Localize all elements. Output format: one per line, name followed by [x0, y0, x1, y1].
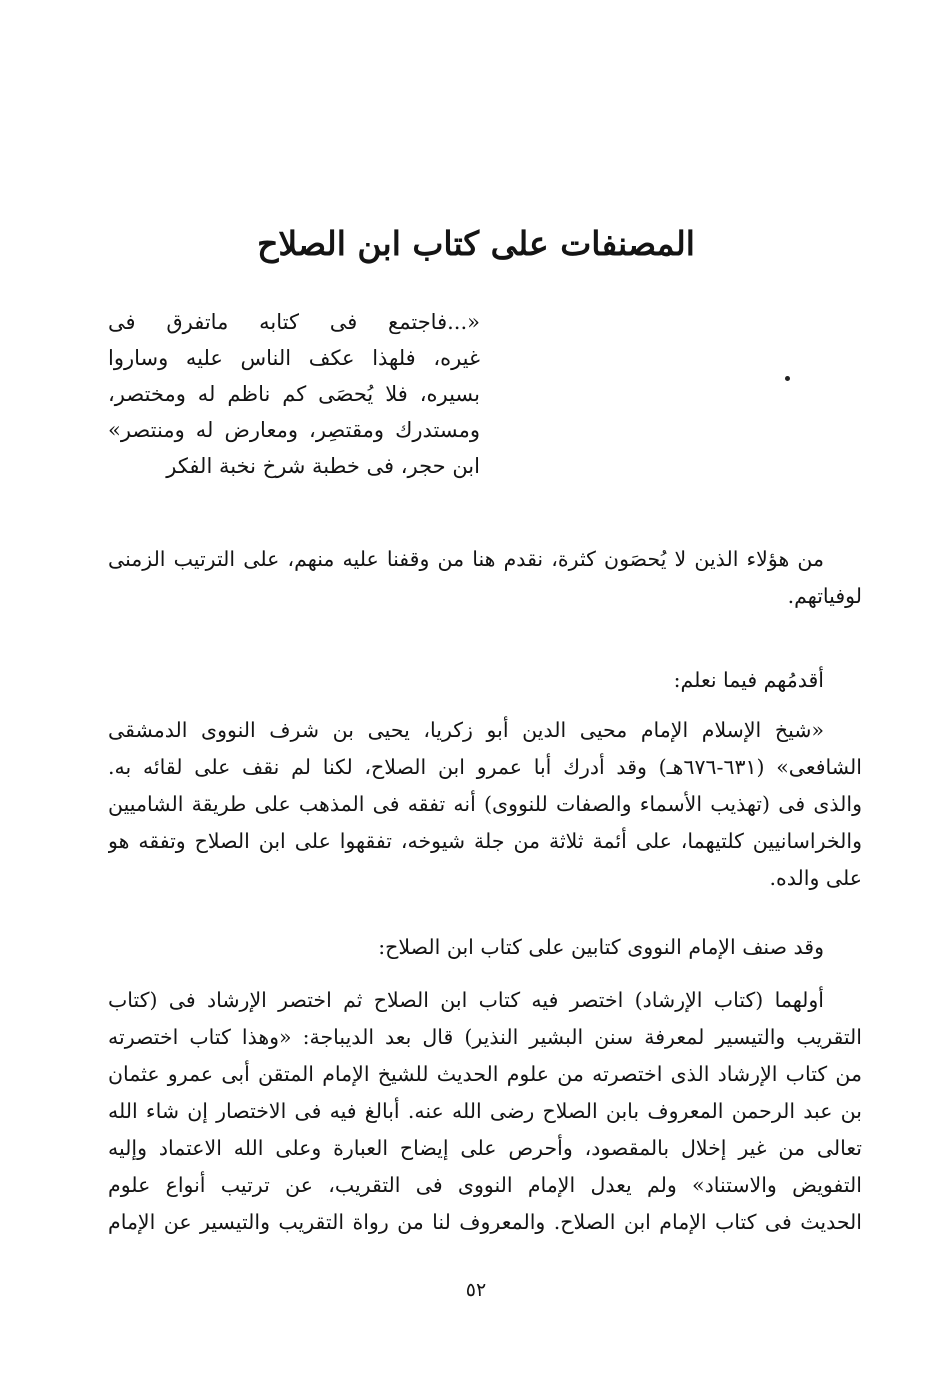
first-book-paragraph	[108, 982, 862, 1241]
two-books-paragraph	[108, 929, 862, 966]
text-line: والخراسانيين كلتيهما، على أئمة ثلاثة من جلة شيوخه، تفقهوا على ابن الصلاح وتفقه هو	[108, 829, 862, 853]
oldest-heading: أقدمُهم فيما نعلم:	[673, 668, 824, 692]
text-line: الشافعى» (٦٣١-٦٧٦هـ) وقد أدرك أبا عمرو ابن الصلاح، لكنا لم نقف على لقائه به.	[108, 755, 862, 779]
text-line: التقريب والتيسير لمعرفة سنن البشير النذير) قال بعد الديباجة: «وهذا كتاب اختصرته	[108, 1025, 862, 1049]
epigraph-attribution: ابن حجر، فى خطبة شرخ نخبة الفكر	[166, 454, 480, 478]
text-line: لوفياتهم.	[787, 584, 862, 608]
text-line: التفويض والاستناد» ولم يعدل الإمام النووى فى التقريب، عن ترتيب أنواع علوم	[108, 1173, 862, 1197]
epigraph	[108, 304, 480, 484]
text-line: على والده.	[769, 866, 862, 890]
epigraph-line: غيره، فلهذا عكف الناس عليه وساروا	[108, 346, 480, 370]
nawawi-paragraph	[108, 712, 862, 897]
page-number: ٥٢	[465, 1279, 487, 1301]
ink-dot	[785, 376, 790, 381]
text-line: تعالى من غير إخلال بالمقصود، وأحرص على إيضاح العبارة وعلى الله الاعتماد وإليه	[108, 1136, 862, 1160]
page-title: المصنفات على كتاب ابن الصلاح	[257, 224, 695, 263]
text-line: من كتاب الإرشاد الذى اختصرته من علوم الحديث للشيخ الإمام المتقن أبى عمرو عثمان	[108, 1062, 862, 1086]
text-line: «شيخ الإسلام الإمام محيى الدين أبو زكريا، يحيى بن شرف النووى الدمشقى	[108, 718, 824, 742]
epigraph-line: بسيره، فلا يُحصَى كم ناظم له ومختصر،	[108, 382, 480, 406]
text-line: بن عبد الرحمن المعروف بابن الصلاح رضى الله عنه. أبالغ فيه فى الاختصار إن شاء الله	[108, 1099, 862, 1123]
epigraph-line: «...فاجتمع فى كتابه ماتفرق فى	[108, 310, 480, 334]
section-heading	[108, 662, 862, 699]
text-line: والذى فى (تهذيب الأسماء والصفات للنووى) أنه تفقه فى المذهب على طريقة الشاميين	[108, 792, 862, 816]
text-line: أولهما (كتاب الإرشاد) اختصر فيه كتاب ابن الصلاح ثم اختصر الإرشاد فى (كتاب	[108, 988, 824, 1012]
epigraph-line: ومستدرك ومقتصِر، ومعارض له ومنتصر»	[108, 418, 480, 442]
text-line: الحديث فى كتاب الإمام ابن الصلاح. والمعروف لنا من رواة التقريب والتيسير عن الإمام	[108, 1210, 862, 1234]
text-line: من هؤلاء الذين لا يُحصَون كثرة، نقدم هنا من وقفنا عليه منهم، على الترتيب الزمنى	[108, 547, 824, 571]
intro-paragraph	[108, 541, 862, 615]
text-line: وقد صنف الإمام النووى كتابين على كتاب ابن الصلاح:	[378, 935, 824, 959]
